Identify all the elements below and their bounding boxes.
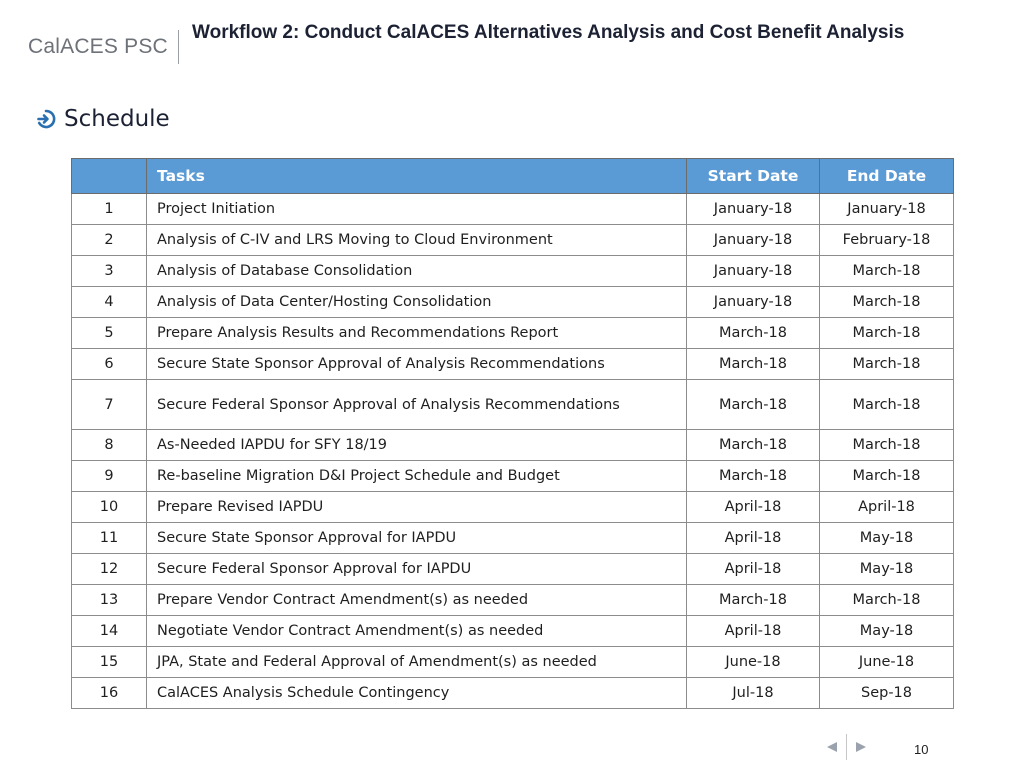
table-row bbox=[72, 492, 954, 523]
header-end-date: End Date bbox=[820, 159, 954, 194]
row-task: Project Initiation bbox=[147, 194, 687, 225]
row-task: Analysis of C-IV and LRS Moving to Cloud Environment bbox=[147, 225, 687, 256]
row-task: As-Needed IAPDU for SFY 18/19 bbox=[147, 430, 687, 461]
row-task: Prepare Analysis Results and Recommendations Report bbox=[147, 318, 687, 349]
section-heading bbox=[36, 106, 170, 132]
row-end-date: March-18 bbox=[820, 256, 954, 287]
slide-title: Workflow 2: Conduct CalACES Alternatives Analysis and Cost Benefit Analysis bbox=[192, 22, 905, 43]
row-number: 6 bbox=[72, 349, 147, 380]
nav-divider bbox=[846, 734, 847, 760]
row-task: JPA, State and Federal Approval of Amendment(s) as needed bbox=[147, 647, 687, 678]
table-row bbox=[72, 616, 954, 647]
row-end-date: March-18 bbox=[820, 287, 954, 318]
row-number: 5 bbox=[72, 318, 147, 349]
table-row bbox=[72, 554, 954, 585]
row-end-date: May-18 bbox=[820, 554, 954, 585]
row-start-date: January-18 bbox=[687, 225, 820, 256]
row-task: Secure State Sponsor Approval of Analysis Recommendations bbox=[147, 349, 687, 380]
row-number: 7 bbox=[72, 380, 147, 430]
row-start-date: January-18 bbox=[687, 256, 820, 287]
row-number: 9 bbox=[72, 461, 147, 492]
table-row bbox=[72, 647, 954, 678]
row-start-date: January-18 bbox=[687, 287, 820, 318]
row-number: 13 bbox=[72, 585, 147, 616]
table-row bbox=[72, 349, 954, 380]
slide-navigation bbox=[826, 734, 867, 760]
row-end-date: Sep-18 bbox=[820, 678, 954, 709]
row-end-date: January-18 bbox=[820, 194, 954, 225]
schedule-table bbox=[71, 158, 954, 709]
row-end-date: May-18 bbox=[820, 523, 954, 554]
page-number: 10 bbox=[914, 742, 929, 757]
row-end-date: March-18 bbox=[820, 430, 954, 461]
row-number: 16 bbox=[72, 678, 147, 709]
row-end-date: March-18 bbox=[820, 318, 954, 349]
row-task: Analysis of Data Center/Hosting Consolidation bbox=[147, 287, 687, 318]
row-start-date: March-18 bbox=[687, 461, 820, 492]
table-row bbox=[72, 585, 954, 616]
row-number: 1 bbox=[72, 194, 147, 225]
table-row bbox=[72, 287, 954, 318]
row-start-date: April-18 bbox=[687, 523, 820, 554]
row-number: 14 bbox=[72, 616, 147, 647]
row-start-date: April-18 bbox=[687, 616, 820, 647]
row-number: 10 bbox=[72, 492, 147, 523]
table-header-row bbox=[72, 159, 954, 194]
row-task: Secure State Sponsor Approval for IAPDU bbox=[147, 523, 687, 554]
header-number bbox=[72, 159, 147, 194]
table-row bbox=[72, 225, 954, 256]
row-number: 2 bbox=[72, 225, 147, 256]
row-end-date: March-18 bbox=[820, 585, 954, 616]
row-start-date: January-18 bbox=[687, 194, 820, 225]
row-start-date: March-18 bbox=[687, 318, 820, 349]
row-task: Secure Federal Sponsor Approval of Analysis Recommendations bbox=[147, 380, 687, 430]
header-start-date: Start Date bbox=[687, 159, 820, 194]
logo-divider bbox=[178, 30, 179, 64]
row-number: 12 bbox=[72, 554, 147, 585]
table-row bbox=[72, 678, 954, 709]
row-start-date: April-18 bbox=[687, 554, 820, 585]
row-end-date: May-18 bbox=[820, 616, 954, 647]
row-end-date: March-18 bbox=[820, 461, 954, 492]
table-row bbox=[72, 380, 954, 430]
table-row bbox=[72, 461, 954, 492]
table-row bbox=[72, 256, 954, 287]
table-row bbox=[72, 430, 954, 461]
row-start-date: June-18 bbox=[687, 647, 820, 678]
circle-arrow-right-icon bbox=[36, 109, 56, 129]
header-tasks: Tasks bbox=[147, 159, 687, 194]
triangle-left-icon[interactable] bbox=[826, 741, 838, 753]
row-task: Re-baseline Migration D&I Project Schedule and Budget bbox=[147, 461, 687, 492]
row-end-date: June-18 bbox=[820, 647, 954, 678]
row-number: 3 bbox=[72, 256, 147, 287]
row-end-date: March-18 bbox=[820, 380, 954, 430]
triangle-right-icon[interactable] bbox=[855, 741, 867, 753]
row-start-date: Jul-18 bbox=[687, 678, 820, 709]
row-task: CalACES Analysis Schedule Contingency bbox=[147, 678, 687, 709]
row-task: Prepare Vendor Contract Amendment(s) as needed bbox=[147, 585, 687, 616]
table-row bbox=[72, 523, 954, 554]
table-row bbox=[72, 318, 954, 349]
row-end-date: April-18 bbox=[820, 492, 954, 523]
row-end-date: March-18 bbox=[820, 349, 954, 380]
row-end-date: February-18 bbox=[820, 225, 954, 256]
row-number: 4 bbox=[72, 287, 147, 318]
row-start-date: March-18 bbox=[687, 585, 820, 616]
row-task: Prepare Revised IAPDU bbox=[147, 492, 687, 523]
row-start-date: March-18 bbox=[687, 349, 820, 380]
row-task: Analysis of Database Consolidation bbox=[147, 256, 687, 287]
row-number: 8 bbox=[72, 430, 147, 461]
row-number: 11 bbox=[72, 523, 147, 554]
row-start-date: March-18 bbox=[687, 430, 820, 461]
table-row bbox=[72, 194, 954, 225]
row-number: 15 bbox=[72, 647, 147, 678]
row-start-date: April-18 bbox=[687, 492, 820, 523]
row-task: Secure Federal Sponsor Approval for IAPDU bbox=[147, 554, 687, 585]
row-start-date: March-18 bbox=[687, 380, 820, 430]
section-label: Schedule bbox=[64, 106, 170, 132]
logo-text: CalACES PSC bbox=[28, 35, 168, 58]
row-task: Negotiate Vendor Contract Amendment(s) as needed bbox=[147, 616, 687, 647]
